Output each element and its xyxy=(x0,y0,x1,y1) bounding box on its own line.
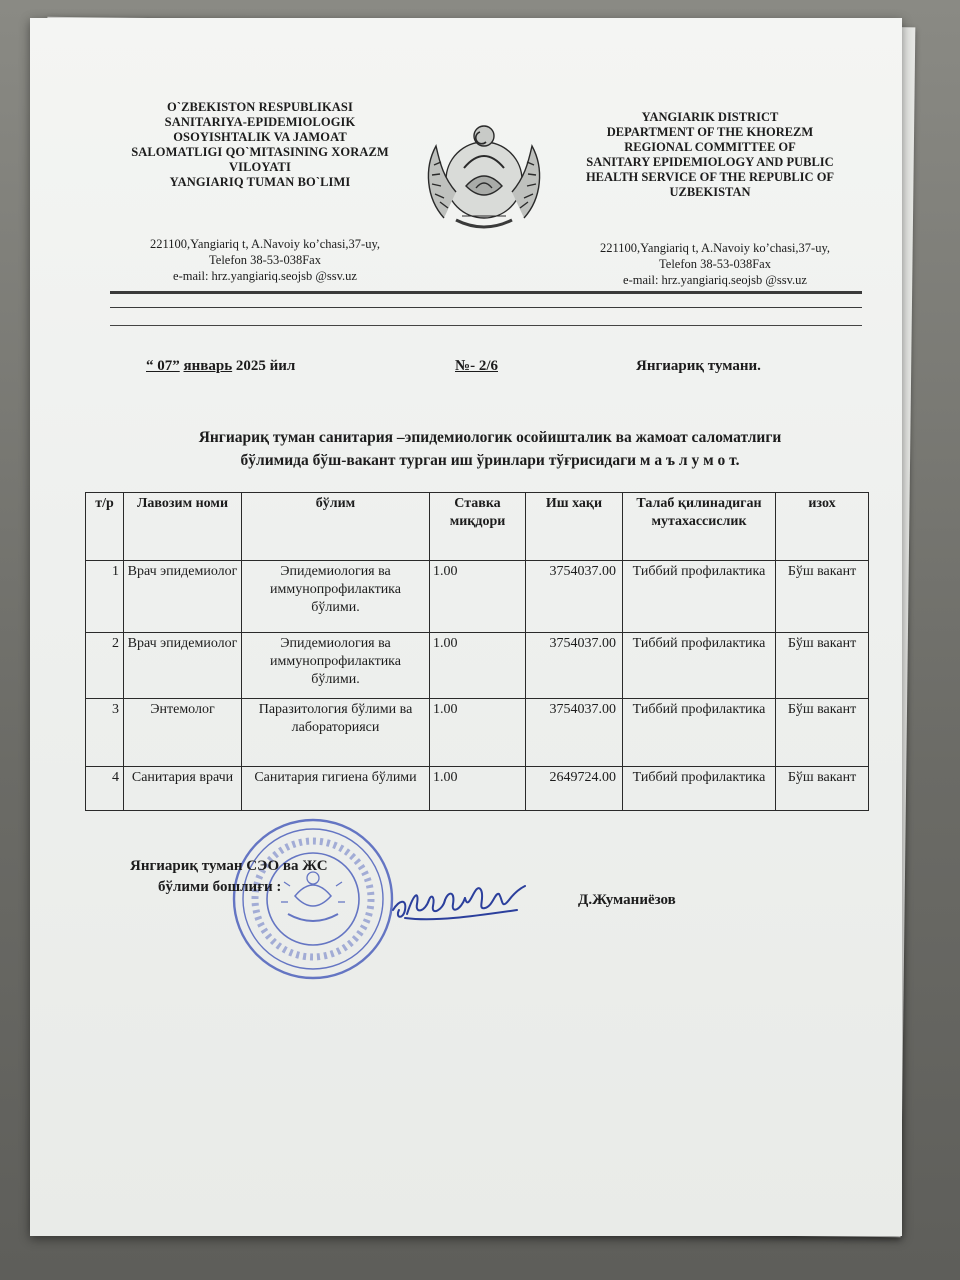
coat-of-arms-icon xyxy=(414,108,554,248)
document-place: Янгиариқ тумани. xyxy=(636,358,761,374)
cell-specialty: Тиббий профилактика xyxy=(623,699,776,767)
cell-rate: 1.00 xyxy=(430,767,526,811)
cell-no: 2 xyxy=(86,633,124,699)
header-left-title: O`ZBEKISTON RESPUBLIKASI SANITARIYA-EPIDEMIOLOGIK OSOYISHTALIK VA JAMOAT SALOMATLIGI QO`MITASINING XORAZM VILOYATI YANGIARIQ TUMAN BO`LIMI xyxy=(131,100,389,189)
header-right-title: YANGIARIK DISTRICT DEPARTMENT OF THE KHOREZM REGIONAL COMMITTEE OF SANITARY EPIDEMIOLOGY AND PUBLIC HEALTH SERVICE OF THE REPUBLIC OF UZBEKISTAN xyxy=(585,110,835,199)
cell-position: Врач эпидемиолог xyxy=(124,561,242,633)
cell-note: Бўш вакант xyxy=(776,561,869,633)
header-note: изох xyxy=(776,493,869,561)
header-specialty: Талаб қилинадиган мутахассислик xyxy=(623,493,776,561)
cell-no: 4 xyxy=(86,767,124,811)
cell-department: Санитария гигиена бўлими xyxy=(242,767,430,811)
cell-position: Санитария врачи xyxy=(124,767,242,811)
round-seal-icon xyxy=(230,816,396,982)
cell-department: Эпидемиология ва иммунопрофилактика бўлими. xyxy=(242,633,430,699)
cell-rate: 1.00 xyxy=(430,561,526,633)
vacancies-table xyxy=(85,492,869,811)
header-divider-bottom xyxy=(110,325,862,326)
cell-specialty: Тиббий профилактика xyxy=(623,561,776,633)
header-divider-thick xyxy=(110,291,862,294)
table-row xyxy=(86,767,869,811)
cell-no: 3 xyxy=(86,699,124,767)
document-page xyxy=(30,18,902,1236)
cell-salary: 3754037.00 xyxy=(526,699,623,767)
signatory-title: Янгиариқ туман СЭО ва ЖС бўлими бошлиғи : xyxy=(130,858,328,895)
table-row xyxy=(86,633,869,699)
cell-salary: 3754037.00 xyxy=(526,633,623,699)
cell-salary: 3754037.00 xyxy=(526,561,623,633)
document-date: “ 07” январь 2025 йил xyxy=(146,358,296,374)
address-left: 221100,Yangiariq t, A.Navoiy ko’chasi,37-uy, Telefon 38-53-038Fax e-mail: hrz.yangiariq.seojsb @ssv.uz xyxy=(149,237,381,283)
cell-salary: 2649724.00 xyxy=(526,767,623,811)
cell-note: Бўш вакант xyxy=(776,699,869,767)
header-department: бўлим xyxy=(242,493,430,561)
cell-position: Энтемолог xyxy=(124,699,242,767)
header-salary: Иш хақи xyxy=(526,493,623,561)
signatory-name: Д.Жуманиёзов xyxy=(578,892,676,908)
cell-position: Врач эпидемиолог xyxy=(124,633,242,699)
cell-note: Бўш вакант xyxy=(776,767,869,811)
header-no: т/р xyxy=(86,493,124,561)
address-right: 221100,Yangiariq t, A.Navoiy ko’chasi,37-uy, Telefon 38-53-038Fax e-mail: hrz.yangiariq.seojsb @ssv.uz xyxy=(599,241,831,287)
cell-specialty: Тиббий профилактика xyxy=(623,633,776,699)
cell-rate: 1.00 xyxy=(430,633,526,699)
header-position: Лавозим номи xyxy=(124,493,242,561)
table-header-row xyxy=(86,493,869,561)
table-row xyxy=(86,699,869,767)
cell-note: Бўш вакант xyxy=(776,633,869,699)
document-number: №- 2/6 xyxy=(455,358,498,374)
cell-rate: 1.00 xyxy=(430,699,526,767)
header-rate: Ставка миқдори xyxy=(430,493,526,561)
cell-specialty: Тиббий профилактика xyxy=(623,767,776,811)
cell-department: Паразитология бўлими ва лабораторияси xyxy=(242,699,430,767)
document-title: Янгиариқ туман санитария –эпидемиологик осойишталик ва жамоат саломатлиги бўлимида бўш-вакант турган иш ўринлари тўғрисидаги м а ъ л у м о т. xyxy=(198,429,782,469)
cell-no: 1 xyxy=(86,561,124,633)
cell-department: Эпидемиология ва иммунопрофилактика бўлими. xyxy=(242,561,430,633)
header-divider-thin xyxy=(110,307,862,308)
table-row xyxy=(86,561,869,633)
